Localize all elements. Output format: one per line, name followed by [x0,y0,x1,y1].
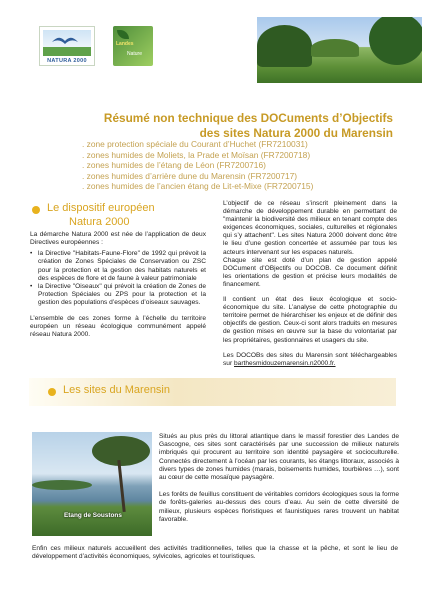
photo-caption: Etang de Soustons [64,512,122,519]
section-1-title [47,202,155,229]
paragraph: La démarche Natura 2000 est née de l’application de deux Directives européennes : [30,231,206,247]
section-2-heading [48,384,170,398]
natura-logo-text: NATURA 2000 [47,58,87,64]
site-item: . zones humides de Moliets, la Prade et Moïsan (FR7200718) [82,149,311,160]
section-1-title-line-1: Le dispositif européen [47,202,155,214]
directive-item: • la Directive "Habitats-Faune-Flore" de 1992 qui prévoit la création de Zones Spéciales de Conservation ou ZSC pour la protection et la gestion des habitats naturels et des espèces de flore et de faune à valeur patrimoniale [30,250,206,282]
title-line-2: des sites Natura 2000 du Marensin [199,125,393,140]
paragraph: Situés au plus près du littoral atlantique dans le massif forestier des Landes de Gascogne, ces sites sont caractérisés par une succession de milieux naturels imbriqués qui procurent au territoire son identité paysagère et socioculturelle. Connectés directement à l’océan par les courants, les étangs littoraux, associés à divers types de zones humides (marais, boisements humides, tourbières …), sont au cœur de cette mosaïque paysagère. [159,433,399,482]
paragraph: L’ensemble de ces zones forme à l’échelle du territoire européen un réseau écologique communément appelé réseau Natura 2000. [30,315,206,339]
section-1-right-column [223,200,397,368]
tree-shape [369,17,422,65]
leaf-icon [117,30,129,39]
pine-tree-shape [92,436,150,466]
paragraph: Les forêts de feuillus constituent de véritables corridors écologiques sous la forme de forêts-galeries au-dessus des cours d’eau. Au sein de cette diversité de milieux, plusieurs espèces floristiques et faunistiques rares trouvent un habitat favorable. [159,491,399,523]
site-item: . zones humides de l’ancien étang de Lit-et-Mixe (FR7200715) [82,181,314,192]
site-item: . zones humides d’arrière dune du Marensin (FR7200717) [82,170,298,181]
document-title [0,111,393,140]
landes-nature-logo [113,26,153,66]
directive-item: • la Directive "Oiseaux" qui prévoit la création de Zones de Protection Spéciales ou ZPS pour la protection et la gestion des populations d’espèces d’oiseaux sauvages. [30,283,206,307]
header [0,0,422,84]
paragraph: L’objectif de ce réseau s’inscrit pleinement dans la démarche de développement durable en permettant de "maintenir la biodiversité des milieux en tenant compte des exigences économiques, sociales, culturelles et régionales qui s’y attachent". Les sites Natura 2000 doivent donc être le lieu d’une gestion concertée et assumée par tous les acteurs intervenant sur les espaces naturels. [223,200,397,256]
site-item: . zones humides de l’étang de Léon (FR7200716) [82,160,266,171]
bird-icon [50,32,80,48]
landes-logo-line1: Landes [116,41,134,47]
title-line-1: Résumé non technique des DOCuments d’Objectifs [103,111,393,125]
tree-shape [257,25,312,67]
section-2-closing-paragraph: Enfin ces milieux naturels accueillent des activités traditionnelles, telles que la chasse et la pêche, et sont le lieu de développement d’activités économiques, sylvicoles, agricoles et touristiques. [32,545,398,561]
paragraph: Il contient un état des lieux écologique et socio-économique du site. L’analyse de cette photographie du territoire permet de hiérarchiser les enjeux et de définir des objectifs de gestion. Ceux-ci sont alors traduits en mesures de gestion mises en œuvre sur la base du volontariat par les propriétaires, gestionnaires et usagers du site. [223,296,397,344]
logo-land [43,47,91,56]
lake-bank-shape [32,480,92,490]
tree-shape [311,39,359,57]
download-text: Les DOCOBs des sites du Marensin sont téléchargeables sur [223,351,397,367]
site-list [82,139,402,192]
section-1-left-column [30,231,206,343]
section-bullet-icon [32,206,40,214]
section-1-title-line-2: Natura 2000 [69,215,130,228]
directive-list [30,250,206,307]
site-item: . zone protection spéciale du Courant d’Huchet (FR7210031) [82,139,308,149]
header-landscape-photo [257,17,422,83]
natura-2000-logo [39,26,95,66]
pine-trunk-shape [117,460,125,512]
landes-logo-line2: Nature [127,51,143,57]
etang-de-soustons-photo [32,432,152,536]
docob-download-link[interactable]: barthesmidouzemarensin.n2000.fr. [234,359,336,367]
section-2-title: Les sites du Marensin [63,384,170,396]
section-2-text [159,433,399,524]
section-bullet-icon [48,388,56,396]
download-paragraph [223,352,397,368]
paragraph: Chaque site est doté d’un plan de gestion appelé DOCument d’OBjectifs ou DOCOB. Ce document définit les orientations de gestion et précise leurs modalités de financement. [223,256,397,288]
section-1-heading [32,202,202,229]
